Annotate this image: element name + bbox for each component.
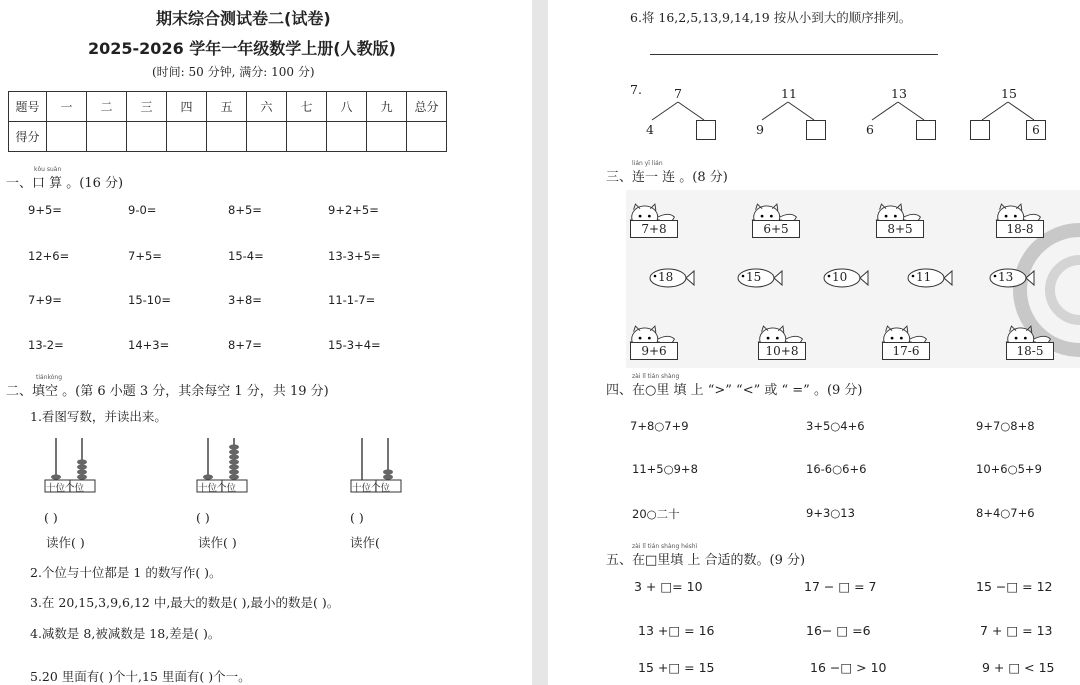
cat-card[interactable] <box>1004 314 1066 362</box>
cat-expression: 9+6 <box>630 342 678 360</box>
section-4-pinyin: zài lǐ tián shàng <box>632 373 680 380</box>
compare-item[interactable]: 7+8○7+9 <box>630 419 689 433</box>
compare-item[interactable]: 11+5○9+8 <box>632 462 698 476</box>
cat-card[interactable] <box>628 314 690 362</box>
calc-item: 8+5= <box>228 203 262 217</box>
score-blank[interactable] <box>367 122 407 152</box>
score-blank[interactable] <box>247 122 287 152</box>
calc-item: 9-0= <box>128 203 157 217</box>
page-subtitle: 2025-2026 学年一年级数学上册(人教版) <box>88 39 396 58</box>
tree-answer-box[interactable] <box>696 120 716 140</box>
cat-expression: 6+5 <box>752 220 800 238</box>
calc-item: 12+6= <box>28 249 70 263</box>
fill-item[interactable]: 16− □ =6 <box>806 623 871 638</box>
tree-top: 11 <box>781 86 797 101</box>
score-label: 得分 <box>9 122 47 152</box>
number-split-tree <box>968 86 1048 146</box>
read-as-blank[interactable]: 读作( ) <box>46 535 85 550</box>
calc-item: 8+7= <box>228 338 262 352</box>
section-5-pinyin: zài lǐ tián shàng héshì <box>632 543 698 550</box>
calc-item: 13-2= <box>28 338 64 352</box>
cat-expression: 10+8 <box>758 342 806 360</box>
section-3-title <box>606 160 728 185</box>
calc-item: 7+5= <box>128 249 162 263</box>
cat-card[interactable] <box>874 192 936 240</box>
number-blank[interactable]: ( ) <box>196 510 210 525</box>
compare-item[interactable]: 3+5○4+6 <box>806 419 865 433</box>
fill-item[interactable]: 9 + □ < 15 <box>982 660 1055 675</box>
number-split-tree <box>748 86 828 146</box>
fish-card[interactable] <box>734 266 784 290</box>
calc-item: 15-10= <box>128 293 172 307</box>
tree-left: 6 <box>866 122 874 137</box>
fish-number: 11 <box>916 270 932 284</box>
score-cell: 七 <box>287 92 327 122</box>
compare-item[interactable]: 16-6○6+6 <box>806 462 867 476</box>
fish-card[interactable] <box>820 266 870 290</box>
number-blank[interactable]: ( ) <box>350 510 364 525</box>
calc-item: 15-3+4= <box>328 338 381 352</box>
fish-card[interactable] <box>904 266 954 290</box>
score-header-row <box>9 92 447 122</box>
score-cell: 二 <box>87 92 127 122</box>
question-5: 5.20 里面有( )个十,15 里面有( )个一。 <box>30 669 251 684</box>
compare-item[interactable]: 8+4○7+6 <box>976 506 1035 520</box>
score-blank[interactable] <box>87 122 127 152</box>
score-blank[interactable] <box>287 122 327 152</box>
score-cell: 五 <box>207 92 247 122</box>
score-cell: 三 <box>127 92 167 122</box>
score-blank[interactable] <box>167 122 207 152</box>
calc-item: 7+9= <box>28 293 62 307</box>
section-2-text: 二、填空 。(第 6 小题 3 分，其余每空 1 分，共 19 分) <box>6 384 329 399</box>
answer-line[interactable] <box>650 54 938 55</box>
cat-card[interactable] <box>628 192 690 240</box>
score-blank[interactable] <box>327 122 367 152</box>
compare-item[interactable]: 9+3○13 <box>806 506 855 520</box>
read-as-blank[interactable]: 读作( ) <box>198 535 237 550</box>
fill-item[interactable]: 13 +□ = 16 <box>638 623 715 638</box>
score-cell: 九 <box>367 92 407 122</box>
page-title: 期末综合测试卷二(试卷) <box>156 9 331 28</box>
compare-item[interactable]: 20○二十 <box>632 507 680 521</box>
number-split-tree <box>638 86 718 146</box>
section-3-pinyin: lián yī lián <box>632 160 663 167</box>
number-split-tree <box>858 86 938 146</box>
read-as-blank[interactable]: 读作( <box>350 535 380 550</box>
cat-expression: 17-6 <box>882 342 930 360</box>
score-cell: 总分 <box>407 92 447 122</box>
compare-item[interactable]: 10+6○5+9 <box>976 462 1042 476</box>
cat-card[interactable] <box>880 314 942 362</box>
score-value-row <box>9 122 447 152</box>
cat-expression: 18-8 <box>996 220 1044 238</box>
tree-answer-box[interactable] <box>916 120 936 140</box>
section-4-title <box>606 373 863 398</box>
score-cell: 六 <box>247 92 287 122</box>
score-blank[interactable] <box>207 122 247 152</box>
score-cell: 题号 <box>9 92 47 122</box>
tree-left: 4 <box>646 122 654 137</box>
score-cell: 八 <box>327 92 367 122</box>
question-3: 3.在 20,15,3,9,6,12 中,最大的数是( ),最小的数是( )。 <box>30 595 340 610</box>
calc-item: 13-3+5= <box>328 249 381 263</box>
cat-card[interactable] <box>750 192 812 240</box>
abacus-label: 十位个位 <box>352 483 391 494</box>
section-1-pinyin: kǒu suàn <box>34 166 62 173</box>
score-blank[interactable] <box>47 122 87 152</box>
cat-expression: 7+8 <box>630 220 678 238</box>
fish-number: 10 <box>832 270 848 284</box>
tree-top: 13 <box>891 86 907 101</box>
score-cell: 四 <box>167 92 207 122</box>
calc-item: 11-1-7= <box>328 293 376 307</box>
section-2-title <box>6 374 329 399</box>
fill-item[interactable]: 15 +□ = 15 <box>638 660 715 675</box>
number-blank[interactable]: ( ) <box>44 510 58 525</box>
tree-top: 15 <box>1001 86 1017 101</box>
cat-card[interactable] <box>994 192 1056 240</box>
fill-item[interactable]: 17 − □ = 7 <box>804 579 877 594</box>
tree-answer-box[interactable] <box>970 120 990 140</box>
question-4: 4.减数是 8,被减数是 18,差是( )。 <box>30 626 221 641</box>
fish-card[interactable] <box>986 266 1036 290</box>
score-cell: 一 <box>47 92 87 122</box>
fill-item[interactable]: 16 −□ > 10 <box>810 660 887 675</box>
calc-item: 14+3= <box>128 338 170 352</box>
tree-left: 9 <box>756 122 764 137</box>
tree-top: 7 <box>674 86 682 101</box>
cat-expression: 8+5 <box>876 220 924 238</box>
question-6: 6.将 16,2,5,13,9,14,19 按从小到大的顺序排列。 <box>630 10 912 25</box>
tree-answer-box[interactable] <box>806 120 826 140</box>
calc-item: 3+8= <box>228 293 262 307</box>
right-page <box>548 0 1080 685</box>
fish-number: 15 <box>746 270 762 284</box>
section-2-pinyin: tiánkòng <box>36 374 63 381</box>
calc-item: 9+5= <box>28 203 62 217</box>
fish-card[interactable] <box>646 266 696 290</box>
compare-item[interactable]: 9+7○8+8 <box>976 419 1035 433</box>
abacus-label: 十位个位 <box>198 483 237 494</box>
score-table <box>8 91 447 152</box>
left-page <box>0 0 532 685</box>
question-7-label: 7. <box>630 82 642 97</box>
question-1: 1.看图写数，并读出来。 <box>30 409 167 424</box>
score-blank[interactable] <box>127 122 167 152</box>
section-5-title <box>606 543 806 568</box>
cat-card[interactable] <box>756 314 818 362</box>
section-1-title <box>6 166 124 191</box>
time-info: (时间: 50 分钟, 满分: 100 分) <box>152 65 315 79</box>
cat-expression: 18-5 <box>1006 342 1054 360</box>
abacus-label: 十位个位 <box>46 483 85 494</box>
section-4-text: 四、在○里 填 上 “>” “<” 或 “ =” 。(9 分) <box>606 383 863 398</box>
fish-number: 18 <box>658 270 674 284</box>
section-3-text: 三、连一 连 。(8 分) <box>606 170 728 185</box>
tree-given: 6 <box>1026 120 1046 140</box>
section-5-text: 五、在□里填 上 合适的数。(9 分) <box>606 553 806 568</box>
fish-number: 13 <box>998 270 1014 284</box>
fill-item[interactable]: 15 −□ = 12 <box>976 579 1053 594</box>
calc-item: 9+2+5= <box>328 203 379 217</box>
section-1-text: 一、口 算 。(16 分) <box>6 176 124 191</box>
score-blank[interactable] <box>407 122 447 152</box>
fill-item[interactable]: 3 + □= 10 <box>634 579 703 594</box>
question-2: 2.个位与十位都是 1 的数写作( )。 <box>30 565 222 580</box>
fill-item[interactable]: 7 + □ = 13 <box>980 623 1053 638</box>
calc-item: 15-4= <box>228 249 264 263</box>
